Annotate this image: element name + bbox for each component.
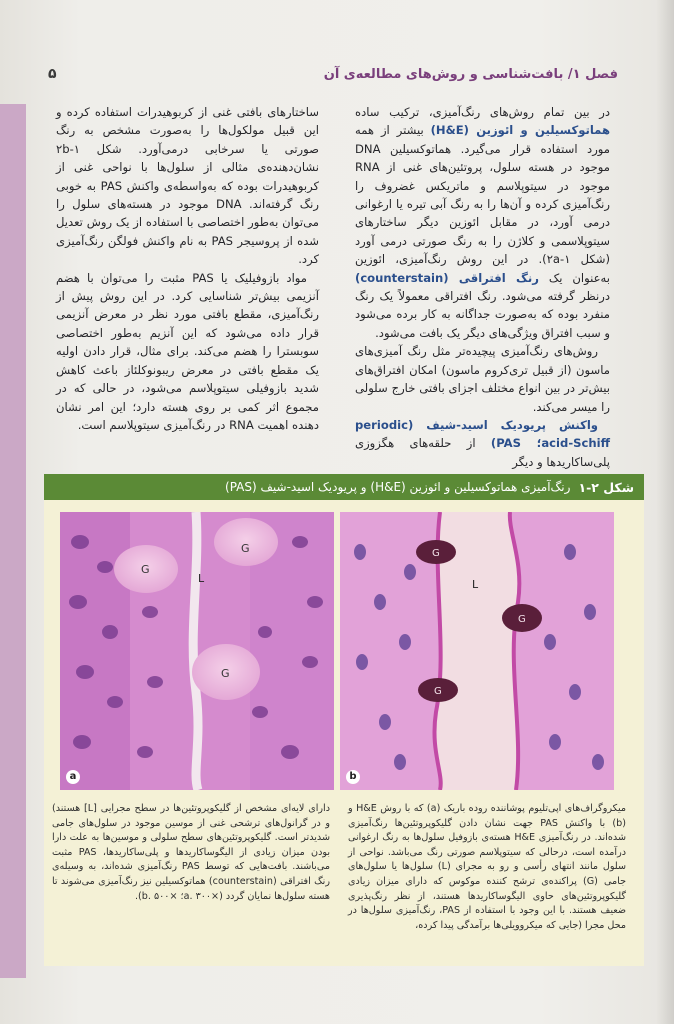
figure-title-bar — [44, 474, 644, 500]
panel-letter-a: a — [66, 770, 80, 784]
figure-title: رنگ‌آمیزی هماتوکسیلین و ائوزین (H&E) و پریودیک اسید-شیف (PAS) — [225, 480, 571, 494]
label-goblet-cell: G — [241, 542, 250, 555]
label-goblet-cell: G — [432, 548, 440, 559]
chapter-title: فصل ۱/ بافت‌شناسی و روش‌های مطالعه‌ی آن — [323, 66, 618, 82]
page-binding-shadow — [656, 0, 674, 1024]
label-goblet-cell: G — [141, 563, 150, 576]
label-goblet-cell: G — [221, 667, 230, 680]
micrograph-he-panel-a — [60, 512, 334, 790]
page-number: ۵ — [48, 66, 57, 82]
text-column-left — [56, 103, 319, 434]
label-goblet-cell: G — [434, 686, 442, 697]
paragraph-text: از حلقه‌های هگزوزی پلی‌ساکاریدها و دیگر — [355, 436, 610, 469]
figure-label: شکل ۲-۱ — [578, 479, 634, 495]
label-lumen: L — [472, 578, 479, 591]
paragraph-masson: روش‌های رنگ‌آمیزی پیچیده‌تر مثل رنگ آمیزی‌های ماسون (از قبیل تری‌کروم ماسون) امکان افتراق‌های بیش‌تر در بین انواع مختلف اجزای بافتی خارج سلولی را میسر می‌کند. — [355, 344, 610, 414]
term-he: هماتوکسیلین و ائوزین (H&E) — [430, 123, 610, 138]
figure-1-2 — [44, 474, 644, 966]
text-column-right — [355, 103, 610, 471]
paragraph-text: درنظر گرفته می‌شود. رنگ افتراقی معمولاً یک رنگ منفرد بوده که به‌صورت جداگانه به کار برده می‌شود و سبب افتراق ویژگی‌های دیگر یک بافت می‌شود. — [355, 289, 610, 340]
paragraph-text: بیشتر از همه مورد استفاده قرار می‌گیرد. هماتوکسیلین DNA موجود در هسته سلول، پروتئین‌های غنی از RNA موجود در سیتوپلاسم و ماتریکس غضروف را رنگ‌آمیزی کرده و آن‌ها را به رنگ آبی تیره یا ارغوانی درمی آورد، در مقابل ائوزین دیگر ساختارهای سیتوپلاسمی و کلاژن را به رنگ صورتی درمی آورد (شکل ۲a-۱). در این روش رنگ‌آمیزی، ائوزین به‌عنوان یک — [355, 123, 611, 285]
micrograph-pas-image — [340, 512, 614, 790]
paragraph-enzyme-digestion: مواد بازوفیلیک یا PAS مثبت را می‌توان با هضم آنزیمی بیش‌تر شناسایی کرد. در این روش پیش از رنگ‌آمیزی، مقطع بافتی مورد نظر در معرض آنزیمی قرار داده می‌شود که این آنزیم به‌طور اختصاصی سوبسترا را هضم می‌کند. برای مثال، قرار دادن اولیه یک مقطع بافتی در معرض ریبونوکلئاز باعث کاهش شدید بازوفیلی سیتوپلاسم می‌شود، در حالی که در مجموع اثر کمی بر روی هسته دارد؛ این امر نشان دهنده اهمیت RNA در رنگ‌آمیزی سیتوپلاسم است. — [56, 270, 319, 432]
label-goblet-cell: G — [518, 614, 526, 625]
page-header — [48, 62, 618, 86]
term-counterstain: رنگ افتراقی (counterstain) — [355, 270, 539, 285]
micrograph-pas-panel-b — [340, 512, 614, 790]
paragraph-text: در بین تمام روش‌های رنگ‌آمیزی، ترکیب ساده — [355, 105, 610, 119]
subheading-pas: واکنش پریودیک اسید-شیف (periodic acid-Schiff؛ PAS) — [355, 417, 610, 451]
paragraph-pas — [355, 416, 610, 471]
paragraph-pas-continued: ساختارهای بافتی غنی از کربوهیدرات استفاده کرده و این قبیل مولکول‌ها را به‌صورت مشخص به رنگ صورتی یا سرخابی درمی‌آورد. شکل ۲b-۱ نشان‌دهنده‌ی مثالی از سلول‌ها با نواحی غنی از کربوهیدرات بوده که به‌واسطه‌ی واکنش PAS به خوبی رنگ گرفته‌اند. DNA موجود در هسته‌های سلول را می‌توان به‌طور اختصاصی با استفاده از یک روش تعدیل شده از پروسیجر PAS به نام واکنش فولگن رنگ‌آمیزی کرد. — [56, 105, 320, 267]
chapter-side-tab — [0, 104, 26, 978]
paragraph-he-stain — [355, 103, 610, 342]
label-lumen: L — [198, 572, 205, 585]
figure-caption-right: میکروگراف‌های اپی‌تلیوم پوشاننده روده باریک (a) که با روش H&E و (b) با واکنش PAS جهت نشان دادن گلیکوپروتئین‌ها رنگ‌آمیزی شده‌اند. در رنگ‌آمیزی H&E هسته‌ی بازوفیل سلول‌ها به رنگ ارغوانی درآمده است، درحالی که سیتوپلاسم صورتی رنگ می‌باشد. نواحی از سلول مانند انتهای رأسی و رو به مجرای (L) سلول‌ها یا سلول‌های جامی (G) پراکنده‌ی ترشح کننده موکوس که دارای میزان زیادی گلیکوپروتئین‌های حاوی الیگوساکاریدها هستند، از نظر رنگ‌پذیری ضعیف هستند. با این وجود با استفاده از PAS، رنگ‌آمیزی سلول‌ها در محل مجرا (جایی که میکروویلی‌ها برآمدگی پیدا کرده، — [348, 803, 627, 931]
panel-letter-b: b — [346, 770, 360, 784]
micrograph-he-image — [60, 512, 334, 790]
figure-caption-left: دارای لایه‌ای مشخص از گلیکوپروتئین‌ها در سطح مجرایی [L] هستند) و در گرانول‌های ترشحی غنی از موسین موجود در سلول‌های جامی شدیدتر است. گلیکوپروتئین‌های سطح سلولی و موسین‌ها به علت دارا بودن میزان زیادی از الیگوساکاریدها و پلی‌ساکاریدها، PAS مثبت می‌باشند. بافت‌هایی که توسط PAS رنگ‌آمیزی شده‌اند، به وسیله‌ی رنگ افتراقی (counterstain) هماتوکسیلین نیز رنگ‌آمیزی می‌شوند تا هسته سلول‌ها نمایان گردد (×۳۰۰ .a؛ ×۵۰۰ .b). — [52, 803, 330, 902]
